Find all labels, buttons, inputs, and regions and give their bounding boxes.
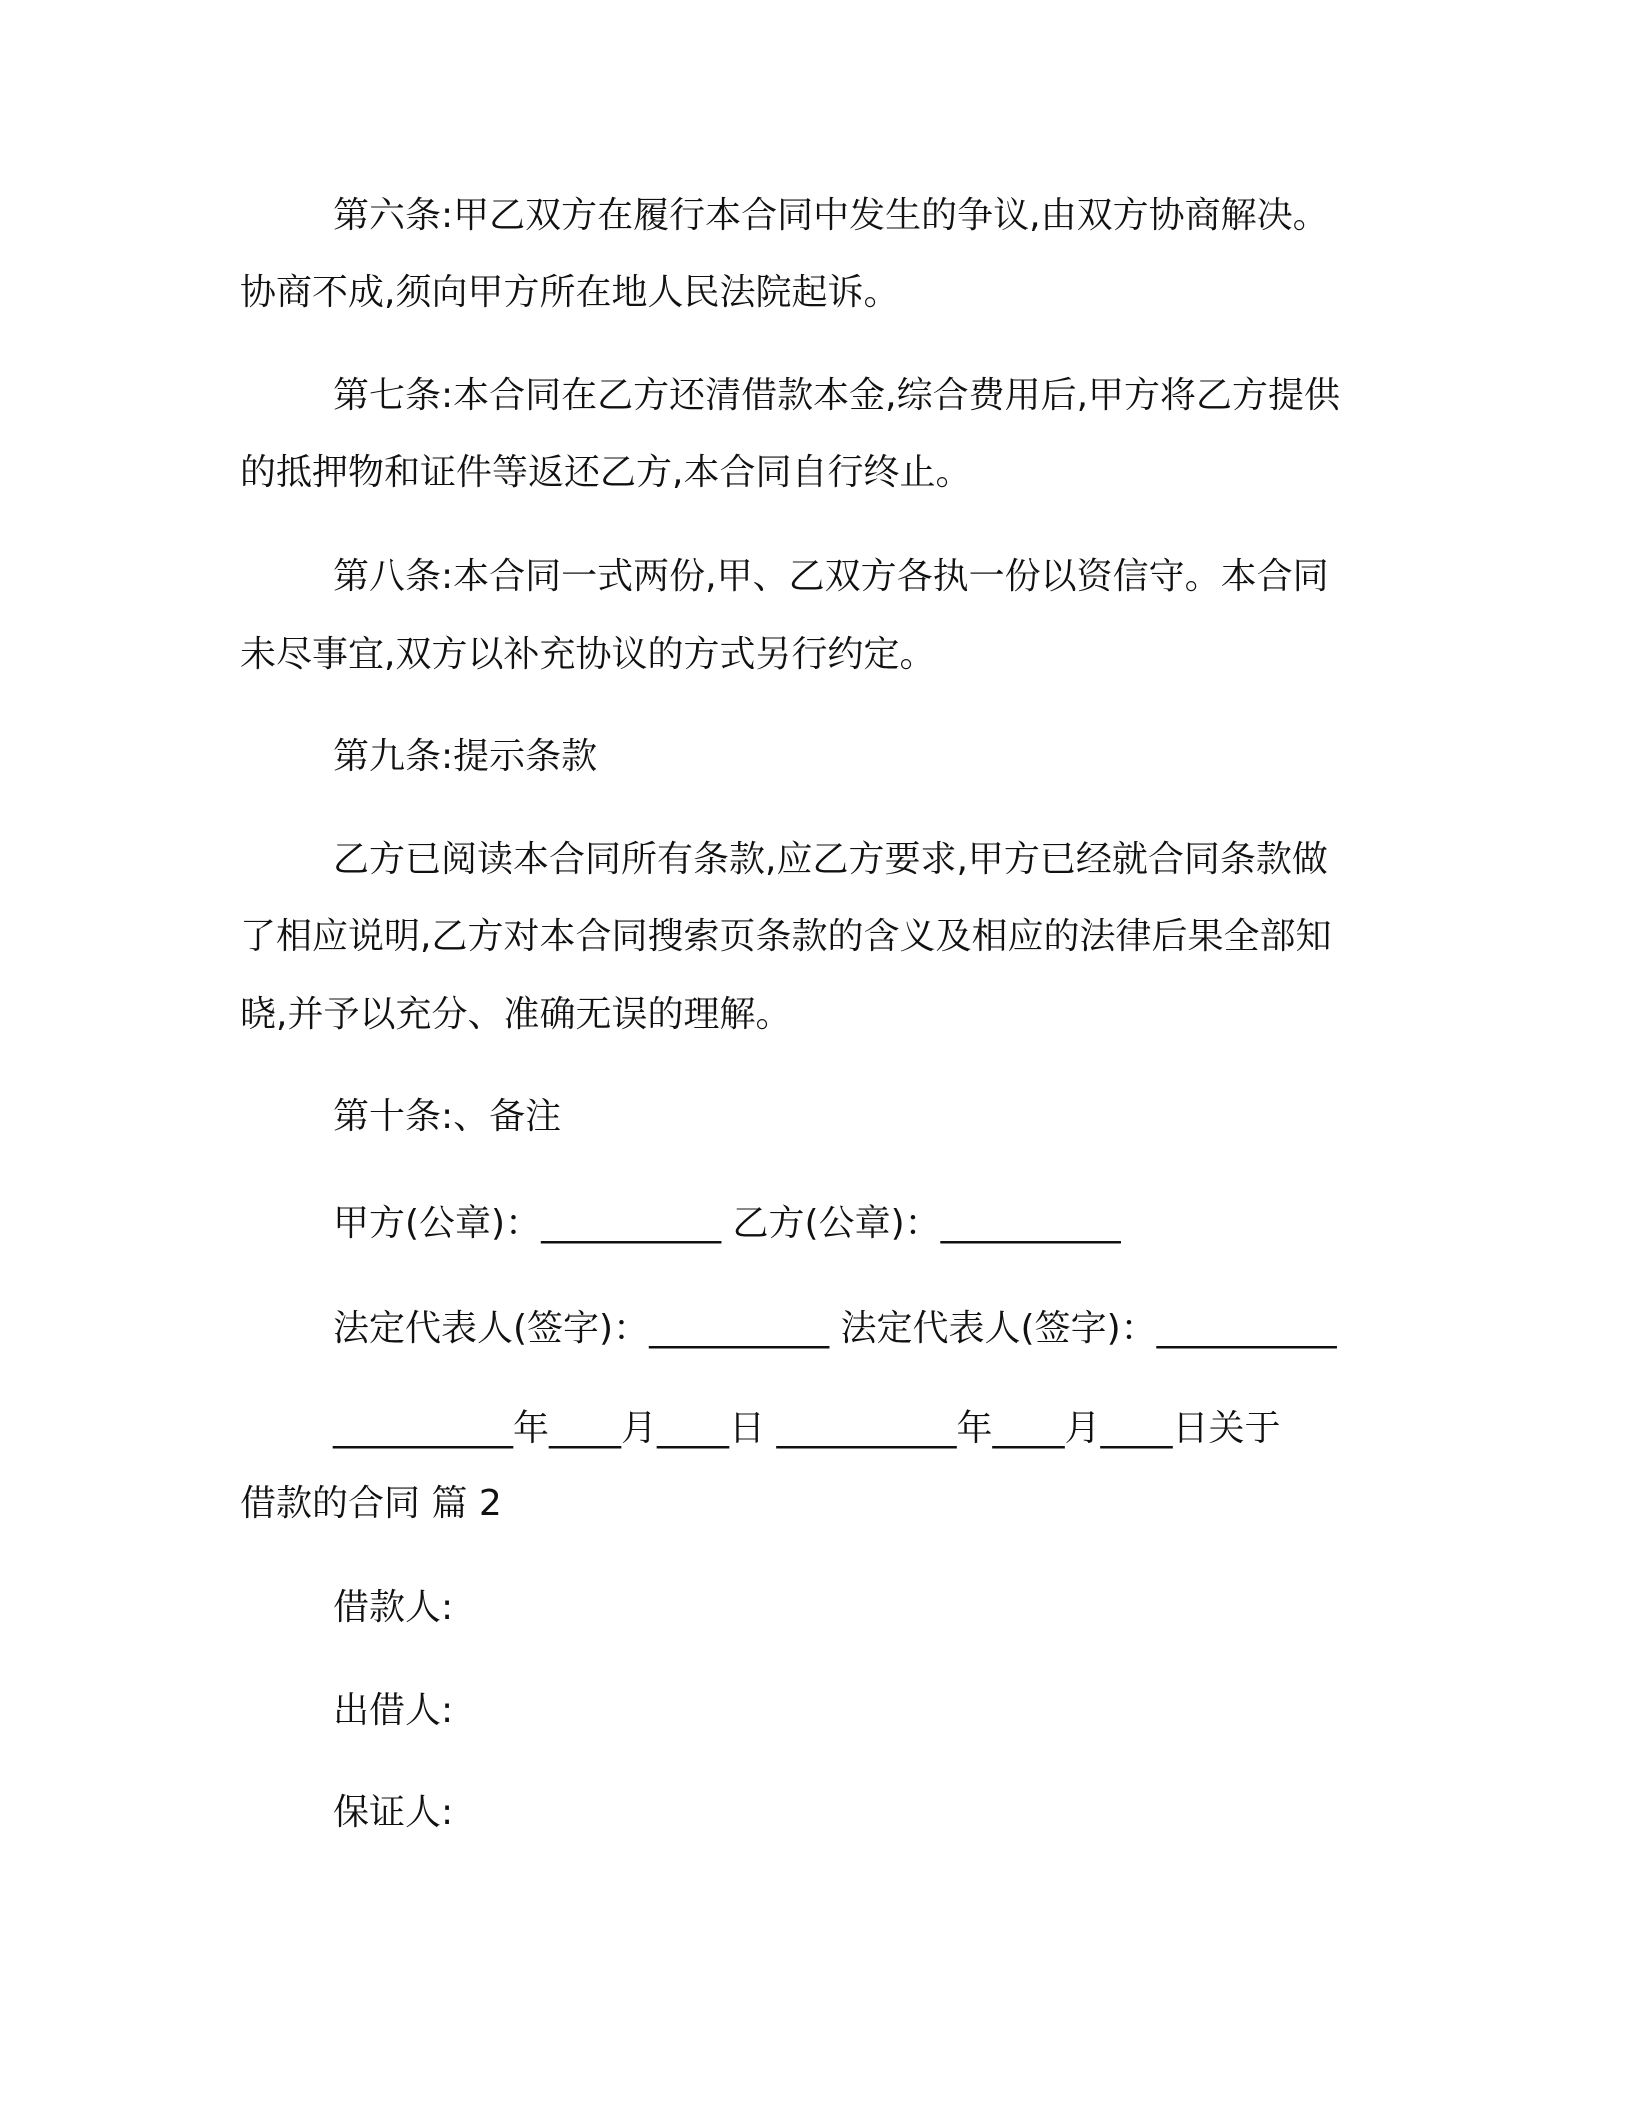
article-6-line-2: 协商不成,须向甲方所在地人民法院起诉。 [240,272,900,313]
guarantor-label: 保证人: [333,1792,454,1833]
seal-line: 甲方(公章)：__________ 乙方(公章)：__________ [333,1203,1121,1244]
borrower-label: 借款人: [333,1587,454,1628]
article-9-line-3: 晓,并予以充分、准确无误的理解。 [240,994,792,1035]
article-9-line-1: 乙方已阅读本合同所有条款,应乙方要求,甲方已经就合同条款做 [333,839,1328,880]
article-10-heading: 第十条:、备注 [333,1096,562,1137]
article-9-line-2: 了相应说明,乙方对本合同搜索页条款的含义及相应的法律后果全部知 [240,916,1332,957]
date-line: __________年____月____日 __________年____月____日关于 [333,1408,1281,1449]
article-9-heading: 第九条:提示条款 [333,736,598,777]
article-6-line-1: 第六条:甲乙双方在履行本合同中发生的争议,由双方协商解决。 [333,195,1329,236]
next-contract-title: 借款的合同 篇 2 [240,1483,502,1524]
article-7-line-2: 的抵押物和证件等返还乙方,本合同自行终止。 [240,452,972,493]
representative-line: 法定代表人(签字)：__________ 法定代表人(签字)：__________ [333,1308,1337,1349]
article-8-line-2: 未尽事宜,双方以补充协议的方式另行约定。 [240,634,936,675]
article-8-line-1: 第八条:本合同一式两份,甲、乙双方各执一份以资信守。本合同 [333,556,1329,597]
lender-label: 出借人: [333,1690,454,1731]
article-7-line-1: 第七条:本合同在乙方还清借款本金,综合费用后,甲方将乙方提供 [333,375,1341,416]
